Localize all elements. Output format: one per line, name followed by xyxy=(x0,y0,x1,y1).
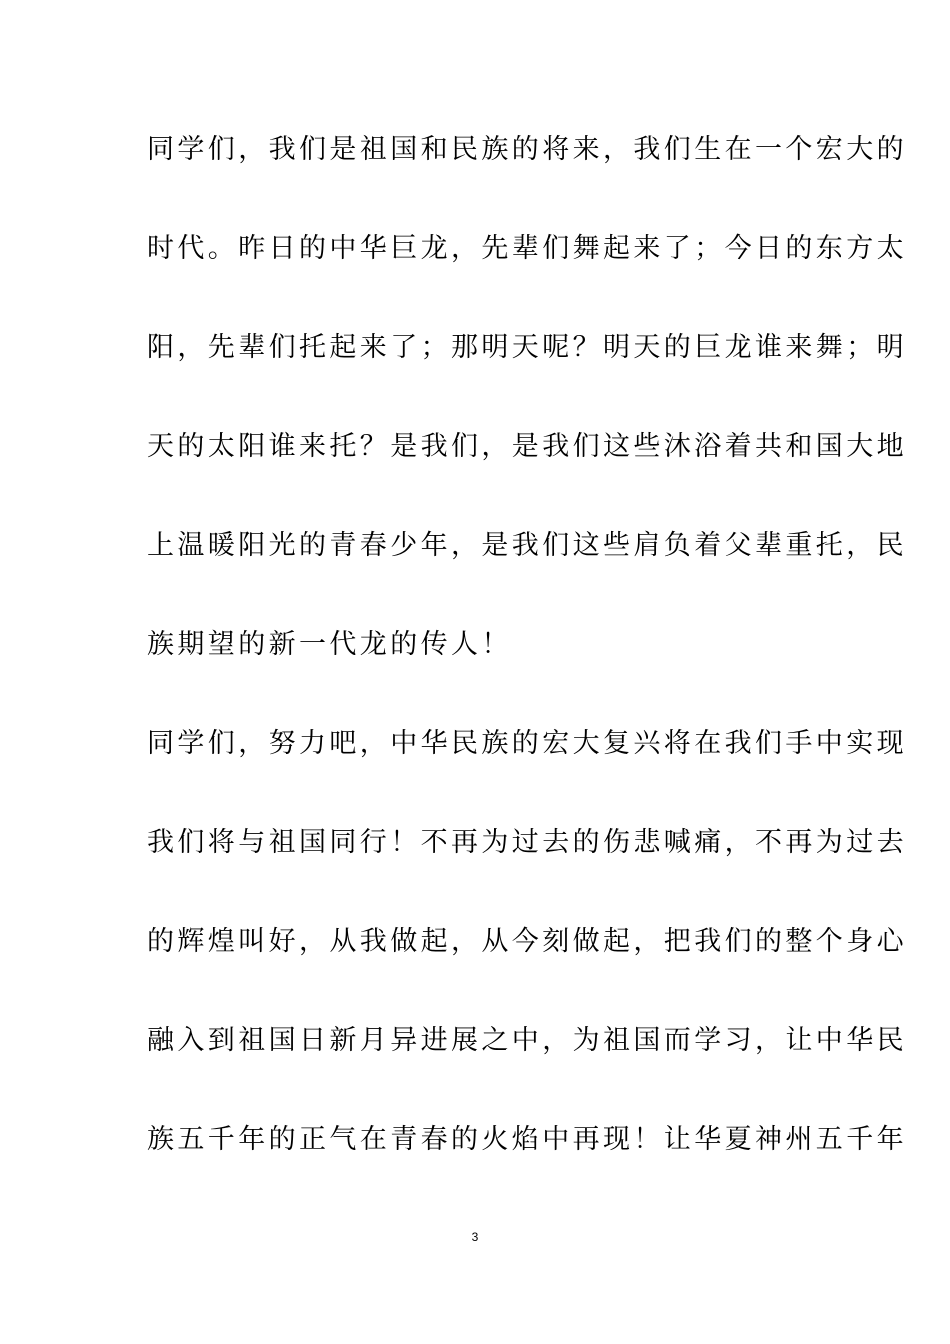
paragraph-2-line-2: 我们将与祖国同行！不再为过去的伤悲喊痛，不再为过去 xyxy=(147,827,907,858)
paragraph-2-line-4: 融入到祖国日新月异进展之中，为祖国而学习，让中华民 xyxy=(147,1025,907,1056)
page-number: 3 xyxy=(471,1230,479,1244)
paragraph-1-line-3: 阳，先辈们托起来了；那明天呢？明天的巨龙谁来舞；明 xyxy=(147,332,907,363)
paragraph-1-line-1: 同学们，我们是祖国和民族的将来，我们生在一个宏大的 xyxy=(147,134,907,165)
paragraph-2-line-3: 的辉煌叫好，从我做起，从今刻做起，把我们的整个身心 xyxy=(147,926,907,957)
paragraph-1-line-6: 族期望的新一代龙的传人！ xyxy=(147,629,512,660)
paragraph-2-line-5: 族五千年的正气在青春的火焰中再现！让华夏神州五千年 xyxy=(147,1124,907,1155)
paragraph-1-line-2: 时代。昨日的中华巨龙，先辈们舞起来了；今日的东方太 xyxy=(147,233,907,264)
paragraph-1-line-5: 上温暖阳光的青春少年，是我们这些肩负着父辈重托，民 xyxy=(147,530,907,561)
paragraph-2-line-1: 同学们，努力吧，中华民族的宏大复兴将在我们手中实现 xyxy=(147,728,907,759)
paragraph-1-line-4: 天的太阳谁来托？是我们，是我们这些沐浴着共和国大地 xyxy=(147,431,907,462)
